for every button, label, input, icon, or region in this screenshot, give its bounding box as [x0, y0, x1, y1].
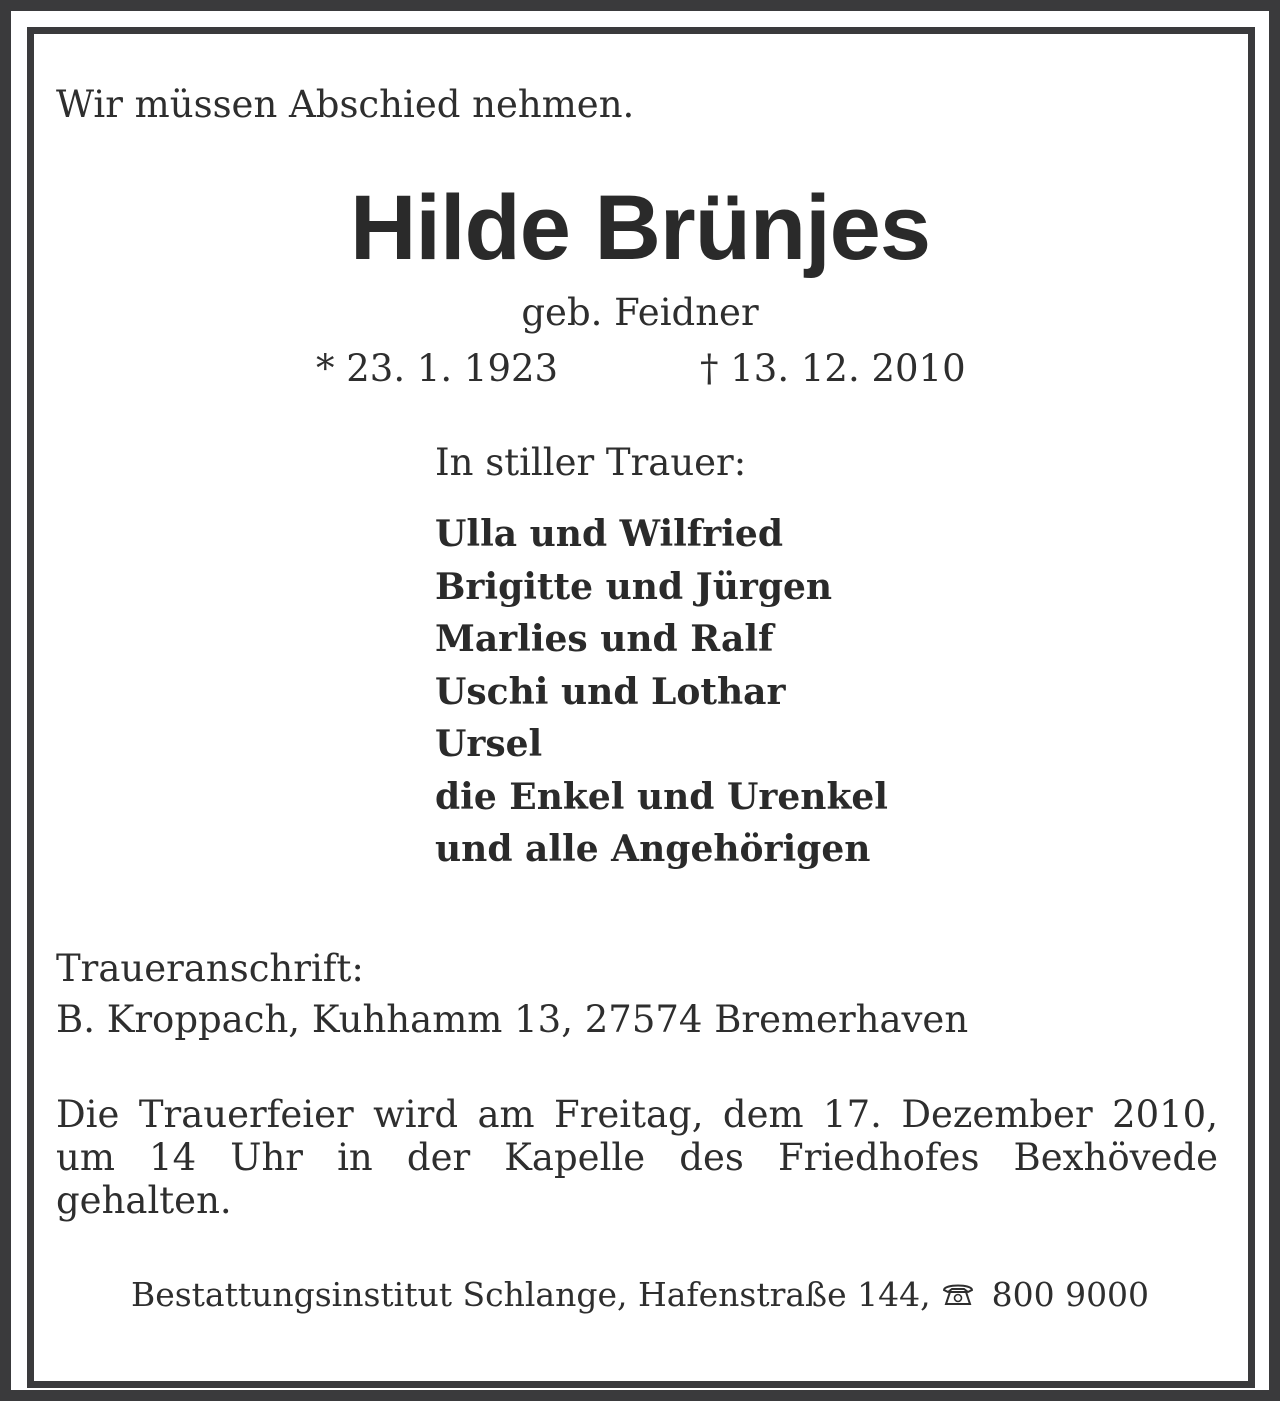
ceremony-paragraph [56, 1093, 1218, 1222]
mourning-label: In stiller Trauer: [435, 441, 747, 484]
funeral-home-line [0, 1273, 1280, 1319]
birth-date: * 23. 1. 1923 [316, 347, 559, 390]
maiden-name: geb. Feidner [521, 291, 759, 334]
telephone-icon [941, 1275, 975, 1319]
deceased-name: Hilde Brünjes [349, 177, 930, 279]
phone-number: 800 9000 [991, 1275, 1150, 1314]
intro-line: Wir müssen Abschied nehmen. [56, 83, 635, 126]
mourner-item: und alle Angehörigen [435, 828, 871, 870]
mourner-item: Ursel [435, 723, 543, 765]
address-label: Traueranschrift: [56, 947, 364, 990]
ceremony-line: gehalten. [56, 1179, 232, 1222]
funeral-home-name: Bestattungsinstitut Schlange, Hafenstraße 144, [130, 1275, 931, 1314]
mourner-item: Marlies und Ralf [435, 618, 774, 660]
mourner-item: Ulla und Wilfried [435, 513, 784, 555]
mourning-address: B. Kroppach, Kuhhamm 13, 27574 Bremerhaven [56, 998, 969, 1041]
ceremony-line: um 14 Uhr in der Kapelle des Friedhofes Bexhövede [56, 1136, 1218, 1179]
ceremony-line: Die Trauerfeier wird am Freitag, dem 17. Dezember 2010, [56, 1093, 1218, 1136]
mourner-item: Uschi und Lothar [435, 670, 786, 713]
mourners-list [435, 508, 888, 876]
death-date: † 13. 12. 2010 [700, 347, 966, 390]
mourner-item: Brigitte und Jürgen [435, 565, 833, 608]
mourner-item: die Enkel und Urenkel [435, 775, 888, 818]
